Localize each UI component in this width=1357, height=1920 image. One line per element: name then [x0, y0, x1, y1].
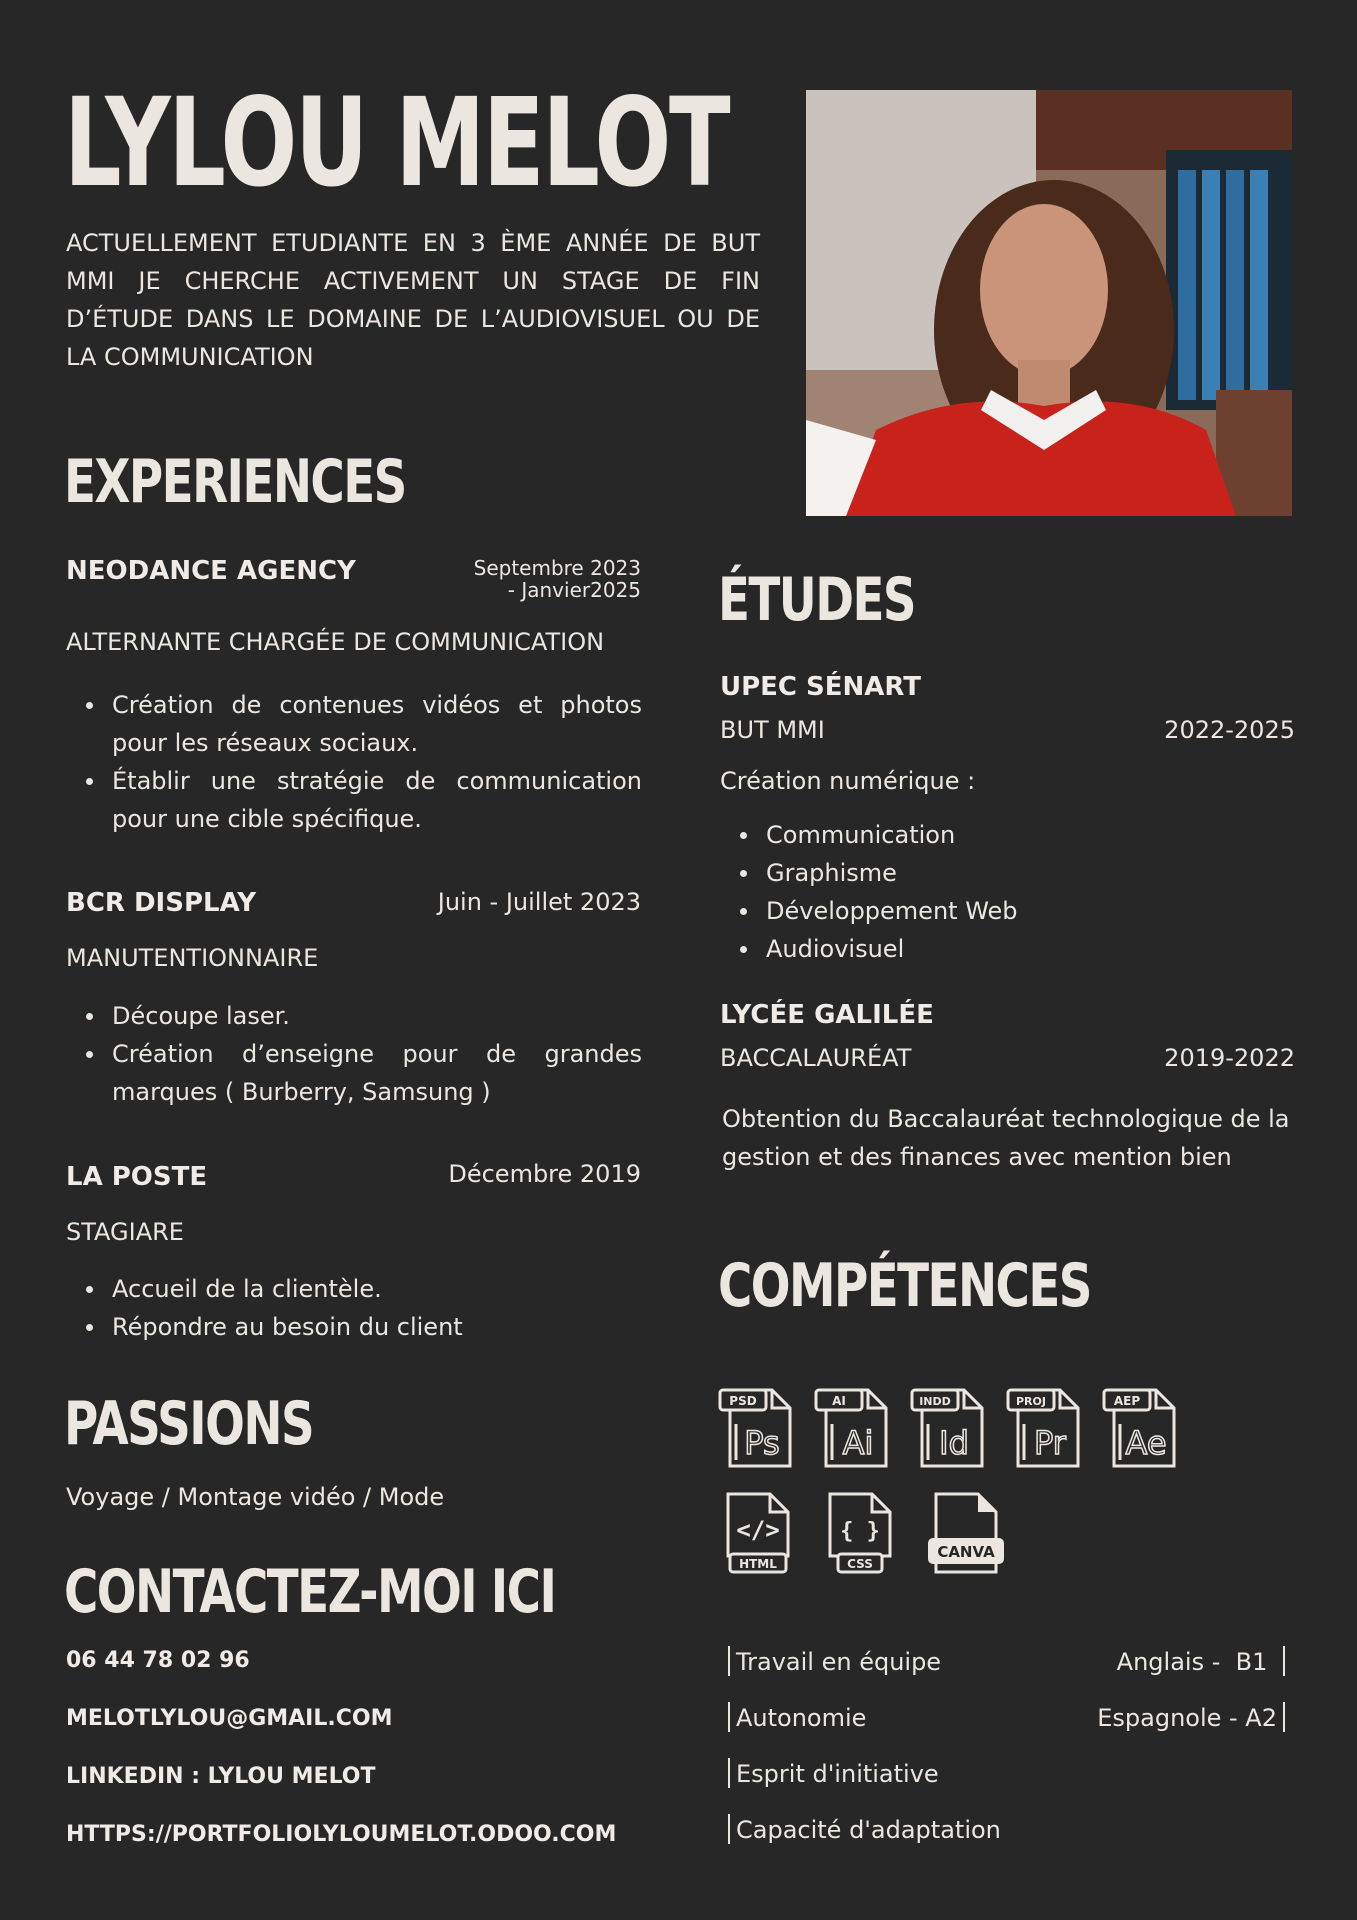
html-file-icon — [722, 1490, 800, 1576]
soft-skill — [728, 1704, 866, 1734]
school-name: LYCÉE GALILÉE — [720, 1000, 934, 1030]
soft-skill — [728, 1648, 941, 1678]
icon-label: HTML — [739, 1557, 777, 1571]
list-item: Création de contenues vidéos et photos pour les réseaux sociaux. — [112, 686, 642, 762]
icon-tag: PSD — [729, 1394, 757, 1408]
degree-intro: Création numérique : — [720, 767, 976, 795]
icon-abbr: Ps — [744, 1424, 780, 1462]
premiere-icon — [1006, 1384, 1084, 1470]
contact-email[interactable]: MELOTLYLOU@GMAIL.COM — [66, 1706, 393, 1731]
list-item: Établir une stratégie de communication pour une cible spécifique. — [112, 762, 642, 838]
company-name: LA POSTE — [66, 1162, 208, 1192]
contact-linkedin[interactable]: LINKEDIN : LYLOU MELOT — [66, 1764, 376, 1789]
after-effects-icon — [1102, 1384, 1180, 1470]
icon-abbr: Id — [939, 1424, 969, 1462]
contact-website[interactable]: HTTPS://PORTFOLIOLYLOUMELOT.ODOO.COM — [66, 1822, 617, 1847]
list-item: Création d’enseigne pour de grandes marques ( Burberry, Samsung ) — [112, 1035, 642, 1111]
job-date-line-2: - Janvier2025 — [507, 578, 641, 602]
passions-text: Voyage / Montage vidéo / Mode — [66, 1483, 445, 1511]
icon-tag: PROJ — [1016, 1395, 1046, 1408]
etudes-heading: ÉTUDES — [718, 565, 916, 635]
css-file-icon — [824, 1490, 902, 1576]
job-role: ALTERNANTE CHARGÉE DE COMMUNICATION — [66, 628, 605, 656]
icon-label: CANVA — [937, 1543, 995, 1561]
job-date-line-1: Septembre 2023 — [473, 556, 641, 580]
list-item: Graphisme — [766, 854, 1326, 892]
software-icons — [718, 1384, 1180, 1470]
degree-years: 2019-2022 — [1164, 1044, 1295, 1072]
icon-symbol: </> — [736, 1516, 780, 1544]
job-date: Décembre 2019 — [448, 1160, 641, 1188]
experiences-heading: EXPERIENCES — [64, 447, 406, 517]
degree-description: Obtention du Baccalauréat technologique de la gestion et des finances avec mention bien — [722, 1105, 1290, 1171]
resume-name: LYLOU MELOT — [64, 72, 729, 214]
illustrator-icon — [814, 1384, 892, 1470]
icon-abbr: Pr — [1034, 1424, 1066, 1462]
icon-tag: INDD — [919, 1395, 951, 1408]
icon-label: CSS — [847, 1557, 873, 1571]
degree-name: BUT MMI — [720, 716, 825, 744]
profile-photo — [806, 90, 1292, 516]
competences-heading: COMPÉTENCES — [718, 1251, 1091, 1321]
soft-skill-label: Capacité d'adaptation — [736, 1816, 1001, 1844]
job-bullets — [66, 686, 642, 838]
soft-skill — [728, 1816, 1001, 1846]
job-date — [474, 557, 641, 601]
photoshop-icon — [718, 1384, 796, 1470]
company-name: BCR DISPLAY — [66, 888, 257, 918]
intro-text: ACTUELLEMENT ETUDIANTE EN 3 ÈME ANNÉE DE BUT MMI JE CHERCHE ACTIVEMENT UN STAGE DE FIN D’ÉTUDE DANS LE DOMAINE DE L’AUDIOVISUEL OU DE LA COMMUNICATION — [66, 229, 760, 371]
language-skill — [1117, 1648, 1285, 1678]
icon-abbr: Ai — [842, 1424, 874, 1462]
list-item: Répondre au besoin du client — [112, 1308, 642, 1346]
soft-skill-label: Travail en équipe — [736, 1648, 942, 1676]
icon-tag: AEP — [1113, 1394, 1141, 1408]
language-label: Anglais - B1 — [1116, 1648, 1268, 1676]
job-role: MANUTENTIONNAIRE — [66, 944, 319, 972]
degree-years: 2022-2025 — [1164, 716, 1295, 744]
degree-name: BACCALAURÉAT — [720, 1044, 912, 1072]
school-name: UPEC SÉNART — [720, 672, 922, 702]
soft-skill — [728, 1760, 939, 1790]
job-role: STAGIARE — [66, 1218, 184, 1246]
job-date: Juin - Juillet 2023 — [437, 888, 641, 916]
soft-skill-label: Esprit d'initiative — [736, 1760, 939, 1788]
language-label: Espagnole - A2 — [1097, 1704, 1277, 1732]
degree-bullets — [720, 816, 1326, 968]
indesign-icon — [910, 1384, 988, 1470]
canva-file-icon — [926, 1490, 1004, 1576]
icon-symbol: { } — [840, 1519, 880, 1544]
portrait-image — [806, 90, 1292, 516]
list-item: Développement Web — [766, 892, 1326, 930]
job-bullets — [66, 1270, 642, 1346]
icon-abbr: Ae — [1125, 1424, 1167, 1462]
contact-heading: CONTACTEZ-MOI ICI — [64, 1557, 556, 1627]
company-name: NEODANCE AGENCY — [66, 556, 356, 586]
job-bullets — [66, 997, 642, 1111]
list-item: Découpe laser. — [112, 997, 642, 1035]
language-skill — [1097, 1704, 1285, 1734]
passions-heading: PASSIONS — [64, 1389, 314, 1459]
list-item: Audiovisuel — [766, 930, 1326, 968]
icon-tag: AI — [832, 1394, 846, 1408]
web-icons — [722, 1490, 1004, 1576]
list-item: Communication — [766, 816, 1326, 854]
soft-skill-label: Autonomie — [736, 1704, 867, 1732]
contact-phone[interactable]: 06 44 78 02 96 — [66, 1648, 250, 1673]
list-item: Accueil de la clientèle. — [112, 1270, 642, 1308]
